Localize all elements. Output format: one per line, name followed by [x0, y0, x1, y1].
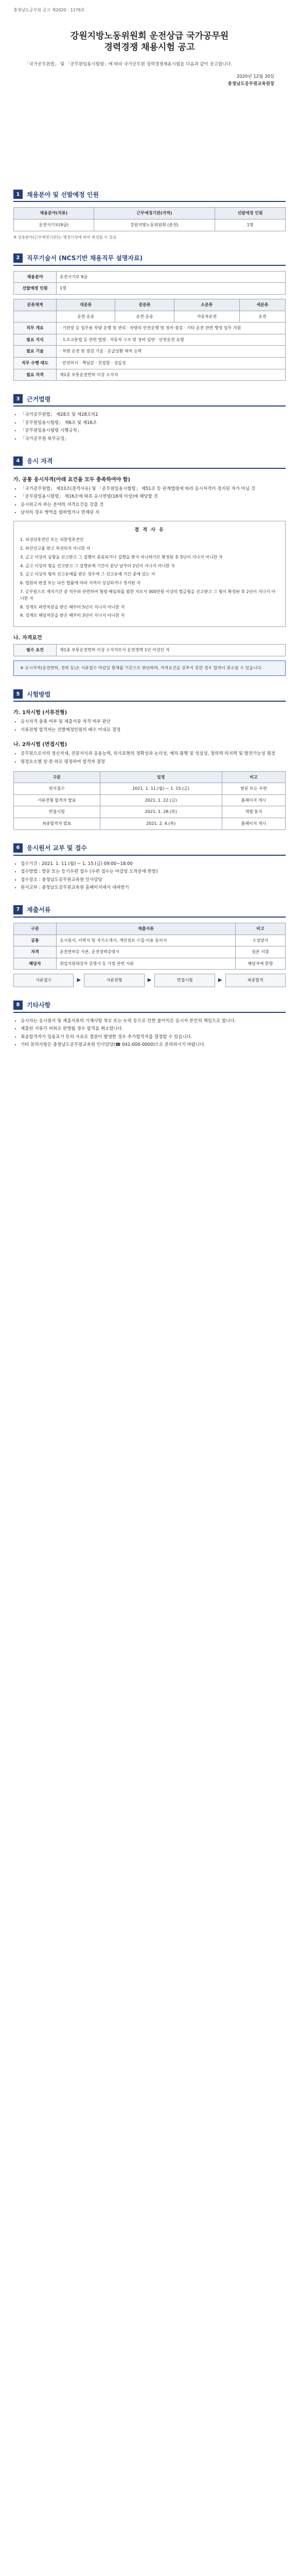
- section-header: [13, 905, 286, 918]
- box-line: 9. 징계로 해임처분을 받은 때부터 3년이 지나지 아니한 자: [20, 613, 125, 618]
- list-item: • 「공무원임용시험령 시행규칙」: [21, 428, 286, 435]
- section-header: [13, 253, 286, 266]
- list-item: • 응시자격 충족 여부 및 제출서류 적격 여부 판단: [21, 719, 286, 726]
- requirement-table: [13, 644, 286, 656]
- table-cell: 취업지원대상자 증명서 등 가점 관련 서류: [57, 958, 236, 970]
- table-header-row: [14, 771, 286, 783]
- exam-stage1-list: [13, 719, 286, 734]
- column-header: 구분: [14, 923, 57, 935]
- list-item: • 「국가공무원법」 제33조(결격사유) 및 「공무원임용시험령」 제51조 등 관계법령에 따라 응시자격이 정지된 자가 아닐 것: [21, 486, 286, 493]
- intro-text: 「국가공무원법」 및 「공무원임용시험령」에 따라 국가공무원 경력경쟁채용시험을 다음과 같이 공고합니다.: [25, 62, 233, 67]
- box-line: 2. 파산선고를 받고 복권되지 아니한 자: [20, 546, 91, 551]
- section-title: 기타사항: [27, 1002, 51, 1009]
- column-header: 분류체계: [14, 299, 57, 311]
- table-cell: · 안전의식 · 책임감 · 친절함 · 성실성: [57, 357, 286, 369]
- ncs-table: [13, 299, 286, 381]
- box-line: 5. 금고 이상의 형의 선고유예를 받은 경우에 그 선고유예 기간 중에 있는 자: [20, 572, 155, 577]
- table-cell: 원본 지참: [235, 946, 285, 958]
- list-item: • 「국가공무원법」 제28조 및 제28조의2: [21, 412, 286, 419]
- table-row: [14, 357, 286, 369]
- table-cell: 운전서기보(9급): [14, 219, 94, 231]
- table-cell: 방문 또는 우편: [222, 783, 285, 795]
- table-row: [14, 794, 286, 806]
- eligibility-notice: ※ 응시자격(운전면허, 경력 등)은 서류접수 마감일 현재를 기준으로 판단하며, 자격요건을 갖추지 못한 경우 합격이 취소될 수 있습니다.: [13, 660, 286, 676]
- section-job-description: [13, 253, 286, 381]
- table-row: [14, 311, 286, 323]
- row-label: 필요 자격: [14, 369, 57, 381]
- list-item: • 원서교부 : 충청남도공무원교육원 홈페이지에서 내려받기: [21, 885, 286, 892]
- flow-step: 최종합격: [225, 974, 286, 987]
- documents-table: [13, 923, 286, 970]
- row-label: 채용분야: [14, 271, 57, 283]
- table-row: [14, 946, 286, 958]
- list-item: • 응시자는 응시원서 및 제출서류의 기재사항 착오 또는 누락 등으로 인한 불이익은 응시자 본인의 책임으로 합니다.: [21, 1018, 286, 1025]
- title-line-2: 경력경쟁 채용시험 공고: [104, 42, 195, 53]
- section-number: 3: [13, 394, 23, 403]
- section-eligibility: [13, 456, 286, 676]
- table-cell: · 기관장 등 업무용 차량 운행 및 관리 · 차량의 안전운행 및 정비·점검 · 기타 운전 관련 행정 업무 지원: [57, 323, 286, 334]
- column-header: 구분: [14, 771, 100, 783]
- box-line: 8. 징계로 파면처분을 받은 때부터 5년이 지나지 아니한 자: [20, 604, 125, 609]
- subsection-title: 가. 공통 응시자격(아래 요건을 모두 충족하여야 함): [13, 477, 131, 483]
- application-list: [13, 861, 286, 892]
- section-legal-basis: [13, 394, 286, 443]
- flow-step: 서류접수: [13, 974, 74, 987]
- box-line: 3. 금고 이상의 실형을 선고받고 그 집행이 종료되거나 집행을 받지 아니하기로 확정된 후 5년이 지나지 아니한 자: [20, 554, 223, 560]
- title-line-1: 강원지방노동위원회 운전상급 국가공무원: [70, 31, 229, 41]
- column-header: 중분류: [115, 299, 174, 311]
- section-number: 7: [13, 905, 23, 914]
- table-note: ※ 임용분야(근무예정기관)는 행정사정에 따라 변경될 수 있음: [13, 234, 117, 240]
- list-item: • 「공무원임용시험령」 제16조에 따른 응시연령(18세 이상)에 해당할 것: [21, 494, 286, 501]
- table-cell: 2021. 1. 22.(금): [100, 794, 222, 806]
- arrow-right-icon: ▶: [147, 977, 152, 984]
- row-label: 공통: [14, 935, 57, 946]
- table-cell: 최종합격자 발표: [14, 818, 100, 829]
- table-cell: 1명: [57, 283, 286, 295]
- column-header: 선발예정 인원: [215, 208, 286, 219]
- list-item: • 접수기간 : 2021. 1. 11.(월) ~ 1. 15.(금) 09:00~18:00: [21, 861, 286, 868]
- issuing-org: 충청남도공무원교육원장: [227, 81, 274, 87]
- section-application: [13, 843, 286, 892]
- table-cell: 운전면허증 사본, 운전경력증명서: [57, 946, 236, 958]
- table-cell: 원서접수: [14, 783, 100, 795]
- list-item: • 응시하고자 하는 분야의 자격요건을 갖출 것: [21, 502, 286, 509]
- box-line: 4. 금고 이상의 형을 선고받고 그 집행유예 기간이 끝난 날부터 2년이 지나지 아니한 자: [20, 563, 175, 568]
- row-label: 선발예정 인원: [14, 283, 57, 295]
- table-cell: 제1종 보통운전면허 이상 소지자: [57, 369, 286, 381]
- page-bottom-spacer: [13, 1050, 286, 1071]
- table-cell: 2021. 1. 28.(목): [100, 806, 222, 818]
- column-header: 세분류: [239, 299, 285, 311]
- column-header: 대분류: [57, 299, 115, 311]
- section-number: 8: [13, 1001, 23, 1010]
- summary-table: [13, 271, 286, 295]
- subsection-title: 나. 자격요건: [13, 635, 42, 641]
- row-label: 필요 지식: [14, 334, 57, 346]
- table-cell: 개별 통지: [222, 806, 285, 818]
- table-row: [14, 346, 286, 358]
- subsection-title: 가. 1차시험 (서류전형): [13, 710, 67, 716]
- table-row: [14, 323, 286, 334]
- column-header: 비고: [235, 923, 285, 935]
- section-recruitment: [13, 190, 286, 240]
- table-cell: 홈페이지 게시: [222, 794, 285, 806]
- box-line: 7. 공무원으로 재직기간 중 직무와 관련하여 횡령·배임죄를 범한 자로서 300만원 이상의 벌금형을 선고받고 그 형이 확정된 후 2년이 지나지 아니한 자: [20, 589, 276, 601]
- column-header: 근무예정기관(지역): [94, 208, 215, 219]
- other-list: [13, 1018, 286, 1049]
- exam-stage2-list: [13, 751, 286, 766]
- column-header: 제출서류: [57, 923, 236, 935]
- table-header-row: [14, 208, 286, 219]
- list-item: • 접수방법 : 방문 또는 등기우편 접수 (우편 접수는 마감일 도착분에 한함): [21, 869, 286, 876]
- row-label: [14, 311, 57, 323]
- section-title: 시험방법: [27, 690, 51, 698]
- list-item: • 접수장소 : 충청남도공무원교육원 인사담당: [21, 877, 286, 884]
- table-row: [14, 806, 286, 818]
- table-row: [14, 334, 286, 346]
- list-item: • 남자의 경우 병역을 필하였거나 면제된 자: [21, 510, 286, 517]
- section-header: [13, 843, 286, 856]
- section-exam-method: [13, 689, 286, 829]
- row-label: 해당자: [14, 958, 57, 970]
- box-title: 결 격 사 유: [134, 527, 165, 533]
- table-cell: 해당자에 한함: [235, 958, 285, 970]
- list-item: • 「국가공무원 복무규정」: [21, 436, 286, 443]
- section-title: 근거법령: [27, 395, 51, 403]
- table-cell: 강원지방노동위원회 (춘천): [94, 219, 215, 231]
- section-title: 응시원서 교부 및 접수: [27, 844, 87, 852]
- eligibility-list: [13, 486, 286, 517]
- column-header: 채용분야(직류): [14, 208, 94, 219]
- table-cell: 운전·운송: [115, 311, 174, 323]
- table-row: [14, 935, 286, 946]
- table-header-row: [14, 923, 286, 935]
- table-cell: · 도로교통법 등 관련 법령 · 자동차 구조 및 정비 일반 · 안전운전 요령: [57, 334, 286, 346]
- table-cell: 자동차운전: [174, 311, 239, 323]
- table-row: [14, 369, 286, 381]
- table-row: [14, 818, 286, 829]
- table-cell: 1명: [215, 219, 286, 231]
- arrow-right-icon: ▶: [218, 977, 222, 984]
- table-cell: · 차량 운전 및 점검 기술 · 응급상황 대처 능력: [57, 346, 286, 358]
- process-flow: [13, 974, 286, 987]
- section-header: [13, 394, 286, 406]
- notice-number: 충청남도공무원 공고 제2020 - 1176호: [13, 8, 85, 12]
- table-cell: 면접시험: [14, 806, 100, 818]
- list-item: • 최종합격자가 임용포기 등의 사유로 결원이 발생한 경우 추가합격자를 결정할 수 있습니다.: [21, 1034, 286, 1041]
- notice-date: 2020년 12월 30일: [236, 74, 274, 80]
- document-title: [13, 30, 286, 53]
- list-item: • 서류전형 합격자는 선발예정인원의 배수 이내로 결정: [21, 727, 286, 734]
- flow-step: 면접시험: [154, 974, 215, 987]
- section-number: 5: [13, 689, 23, 699]
- section-header: [13, 1001, 286, 1013]
- list-item: • 평정요소별 상·중·하로 평정하여 합격자 결정: [21, 759, 286, 766]
- column-header: 소분류: [174, 299, 239, 311]
- table-row: [14, 645, 286, 656]
- table-cell: 2021. 1. 11.(월) ~ 1. 15.(금): [100, 783, 222, 795]
- section-title: 직무기술서 (NCS기반 채용직무 설명자료): [27, 255, 143, 262]
- section-number: 1: [13, 190, 23, 199]
- law-list: [13, 412, 286, 443]
- table-row: [14, 283, 286, 295]
- section-header: [13, 190, 286, 202]
- document-header: [13, 7, 286, 87]
- section-number: 2: [13, 253, 23, 263]
- schedule-table: [13, 771, 286, 830]
- table-cell: 운전: [239, 311, 285, 323]
- table-row: [14, 219, 286, 231]
- subsection-title: 나. 2차시험 (면접시험): [13, 742, 67, 748]
- section-documents: [13, 905, 286, 987]
- row-label: 자격: [14, 946, 57, 958]
- section-header: [13, 456, 286, 469]
- box-line: 1. 피성년후견인 또는 피한정후견인: [20, 537, 84, 543]
- column-header: 비고: [222, 771, 285, 783]
- disqualification-box: [13, 521, 286, 627]
- section-number: 4: [13, 456, 23, 466]
- table-cell: 응시원서, 이력서 및 자기소개서, 개인정보 수집·이용 동의서: [57, 935, 236, 946]
- list-item: • 「공무원임용시험령」 제6조 및 제16조: [21, 420, 286, 427]
- list-item: • 공무원으로서의 정신자세, 전문지식과 응용능력, 의사표현의 정확성과 논리성, 예의·품행 및 성실성, 창의력·의지력 및 발전가능성 평정: [21, 751, 286, 758]
- list-item: • 제출된 서류가 허위로 판명될 경우 합격을 취소합니다.: [21, 1026, 286, 1033]
- row-label: 필요 기술: [14, 346, 57, 358]
- table-row: [14, 271, 286, 283]
- section-title: 채용분야 및 선발예정 인원: [27, 191, 99, 198]
- section-number: 6: [13, 843, 23, 853]
- table-row: [14, 783, 286, 795]
- flow-step: 서류전형: [84, 974, 144, 987]
- row-label: 직무 개요: [14, 323, 57, 334]
- table-cell: 제1종 보통운전면허 이상 소지자로서 운전경력 1년 이상인 자: [57, 645, 286, 656]
- table-cell: 운전·운송: [57, 311, 115, 323]
- table-cell: 서류전형 합격자 발표: [14, 794, 100, 806]
- box-line: 6. 법원의 판결 또는 다른 법률에 따라 자격이 상실되거나 정지된 자: [20, 581, 140, 586]
- table-cell: 홈페이지 게시: [222, 818, 285, 829]
- table-row: [14, 958, 286, 970]
- section-other: [13, 1001, 286, 1049]
- row-label: 직무 수행 태도: [14, 357, 57, 369]
- column-header: 일정: [100, 771, 222, 783]
- table-header-row: [14, 299, 286, 311]
- row-label: 필수 요건: [14, 645, 57, 656]
- table-cell: 2021. 2. 4.(목): [100, 818, 222, 829]
- table-cell: 소정양식: [235, 935, 285, 946]
- section-title: 제출서류: [27, 906, 51, 914]
- recruitment-table: [13, 207, 286, 231]
- section-title: 응시 자격: [27, 457, 53, 465]
- section-header: [13, 689, 286, 702]
- list-item: • 기타 문의사항은 충청남도공무원교육원 인사담당(☎ 041-000-0000)으로 문의하시기 바랍니다.: [21, 1042, 286, 1049]
- arrow-right-icon: ▶: [77, 977, 81, 984]
- table-cell: 운전서기보 9급: [57, 271, 286, 283]
